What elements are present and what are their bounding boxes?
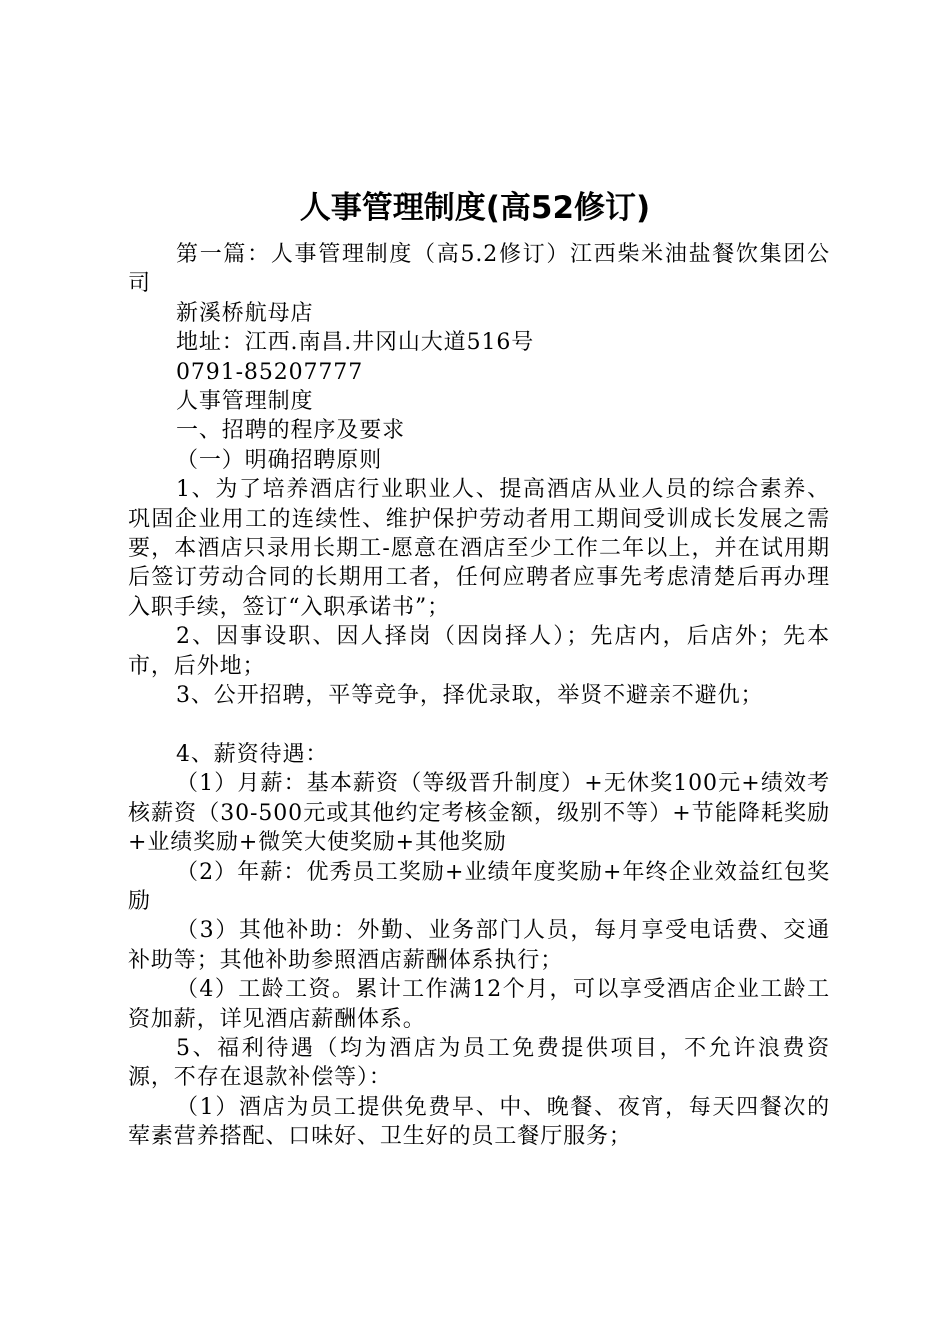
paragraph-item-3: 3、公开招聘，平等竞争，择优录取，举贤不避亲不避仇； bbox=[176, 683, 764, 709]
paragraph-salary-monthly: （1）月薪：基本薪资（等级晋升制度）+无休奖100元+绩效考核薪资（30-500元或其他约定考核金额，级别不等）+节能降耗奖励+业绩奖励+微笑大使奖励+其他奖励 bbox=[128, 771, 830, 856]
paragraph-system-title: 人事管理制度 bbox=[176, 389, 314, 415]
paragraph-benefit-meals: （1）酒店为员工提供免费早、中、晚餐、夜宵，每天四餐次的荤素营养搭配、口味好、卫生好的员工餐厅服务； bbox=[128, 1094, 830, 1150]
paragraph-other-allowance: （3）其他补助：外勤、业务部门人员，每月享受电话费、交通补助等；其他补助参照酒店薪酬体系执行； bbox=[128, 918, 830, 973]
paragraph-item-4: 4、薪资待遇： bbox=[176, 741, 329, 767]
paragraph-address: 地址：江西.南昌.井冈山大道516号 bbox=[176, 330, 535, 356]
paragraph-phone: 0791-85207777 bbox=[176, 359, 364, 385]
section-heading-recruitment: 一、招聘的程序及要求 bbox=[176, 418, 406, 444]
paragraph-salary-annual: （2）年薪：优秀员工奖励+业绩年度奖励+年终企业效益红包奖励 bbox=[128, 859, 830, 914]
paragraph-seniority-pay: （4）工龄工资。累计工作满12个月，可以享受酒店企业工龄工资加薪，详见酒店薪酬体系。 bbox=[128, 977, 830, 1032]
paragraph-item-5: 5、福利待遇（均为酒店为员工免费提供项目，不允许浪费资源，不存在退款补偿等）： bbox=[128, 1035, 830, 1091]
paragraph-intro: 第一篇：人事管理制度（高5.2修订）江西柴米油盐餐饮集团公司 bbox=[128, 242, 830, 297]
paragraph-item-1: 1、为了培养酒店行业职业人、提高酒店从业人员的综合素养、巩固企业用工的连续性、维护保护劳动者用工期间受训成长发展之需要，本酒店只录用长期工-愿意在酒店至少工作二年以上，并在试用期后签订劳动合同的长期用工者，任何应聘者应事先考虑清楚后再办理入职手续，签订“入职承诺书”； bbox=[128, 477, 830, 620]
paragraph-item-2: 2、因事设职、因人择岗（因岗择人）；先店内，后店外；先本市，后外地； bbox=[128, 624, 830, 679]
subsection-heading-principles: （一）明确招聘原则 bbox=[176, 447, 383, 473]
paragraph-store-name: 新溪桥航母店 bbox=[176, 300, 314, 326]
blank-line bbox=[128, 711, 830, 740]
document-body bbox=[128, 240, 830, 1152]
document-title: 人事管理制度(高52修订) bbox=[299, 190, 651, 226]
